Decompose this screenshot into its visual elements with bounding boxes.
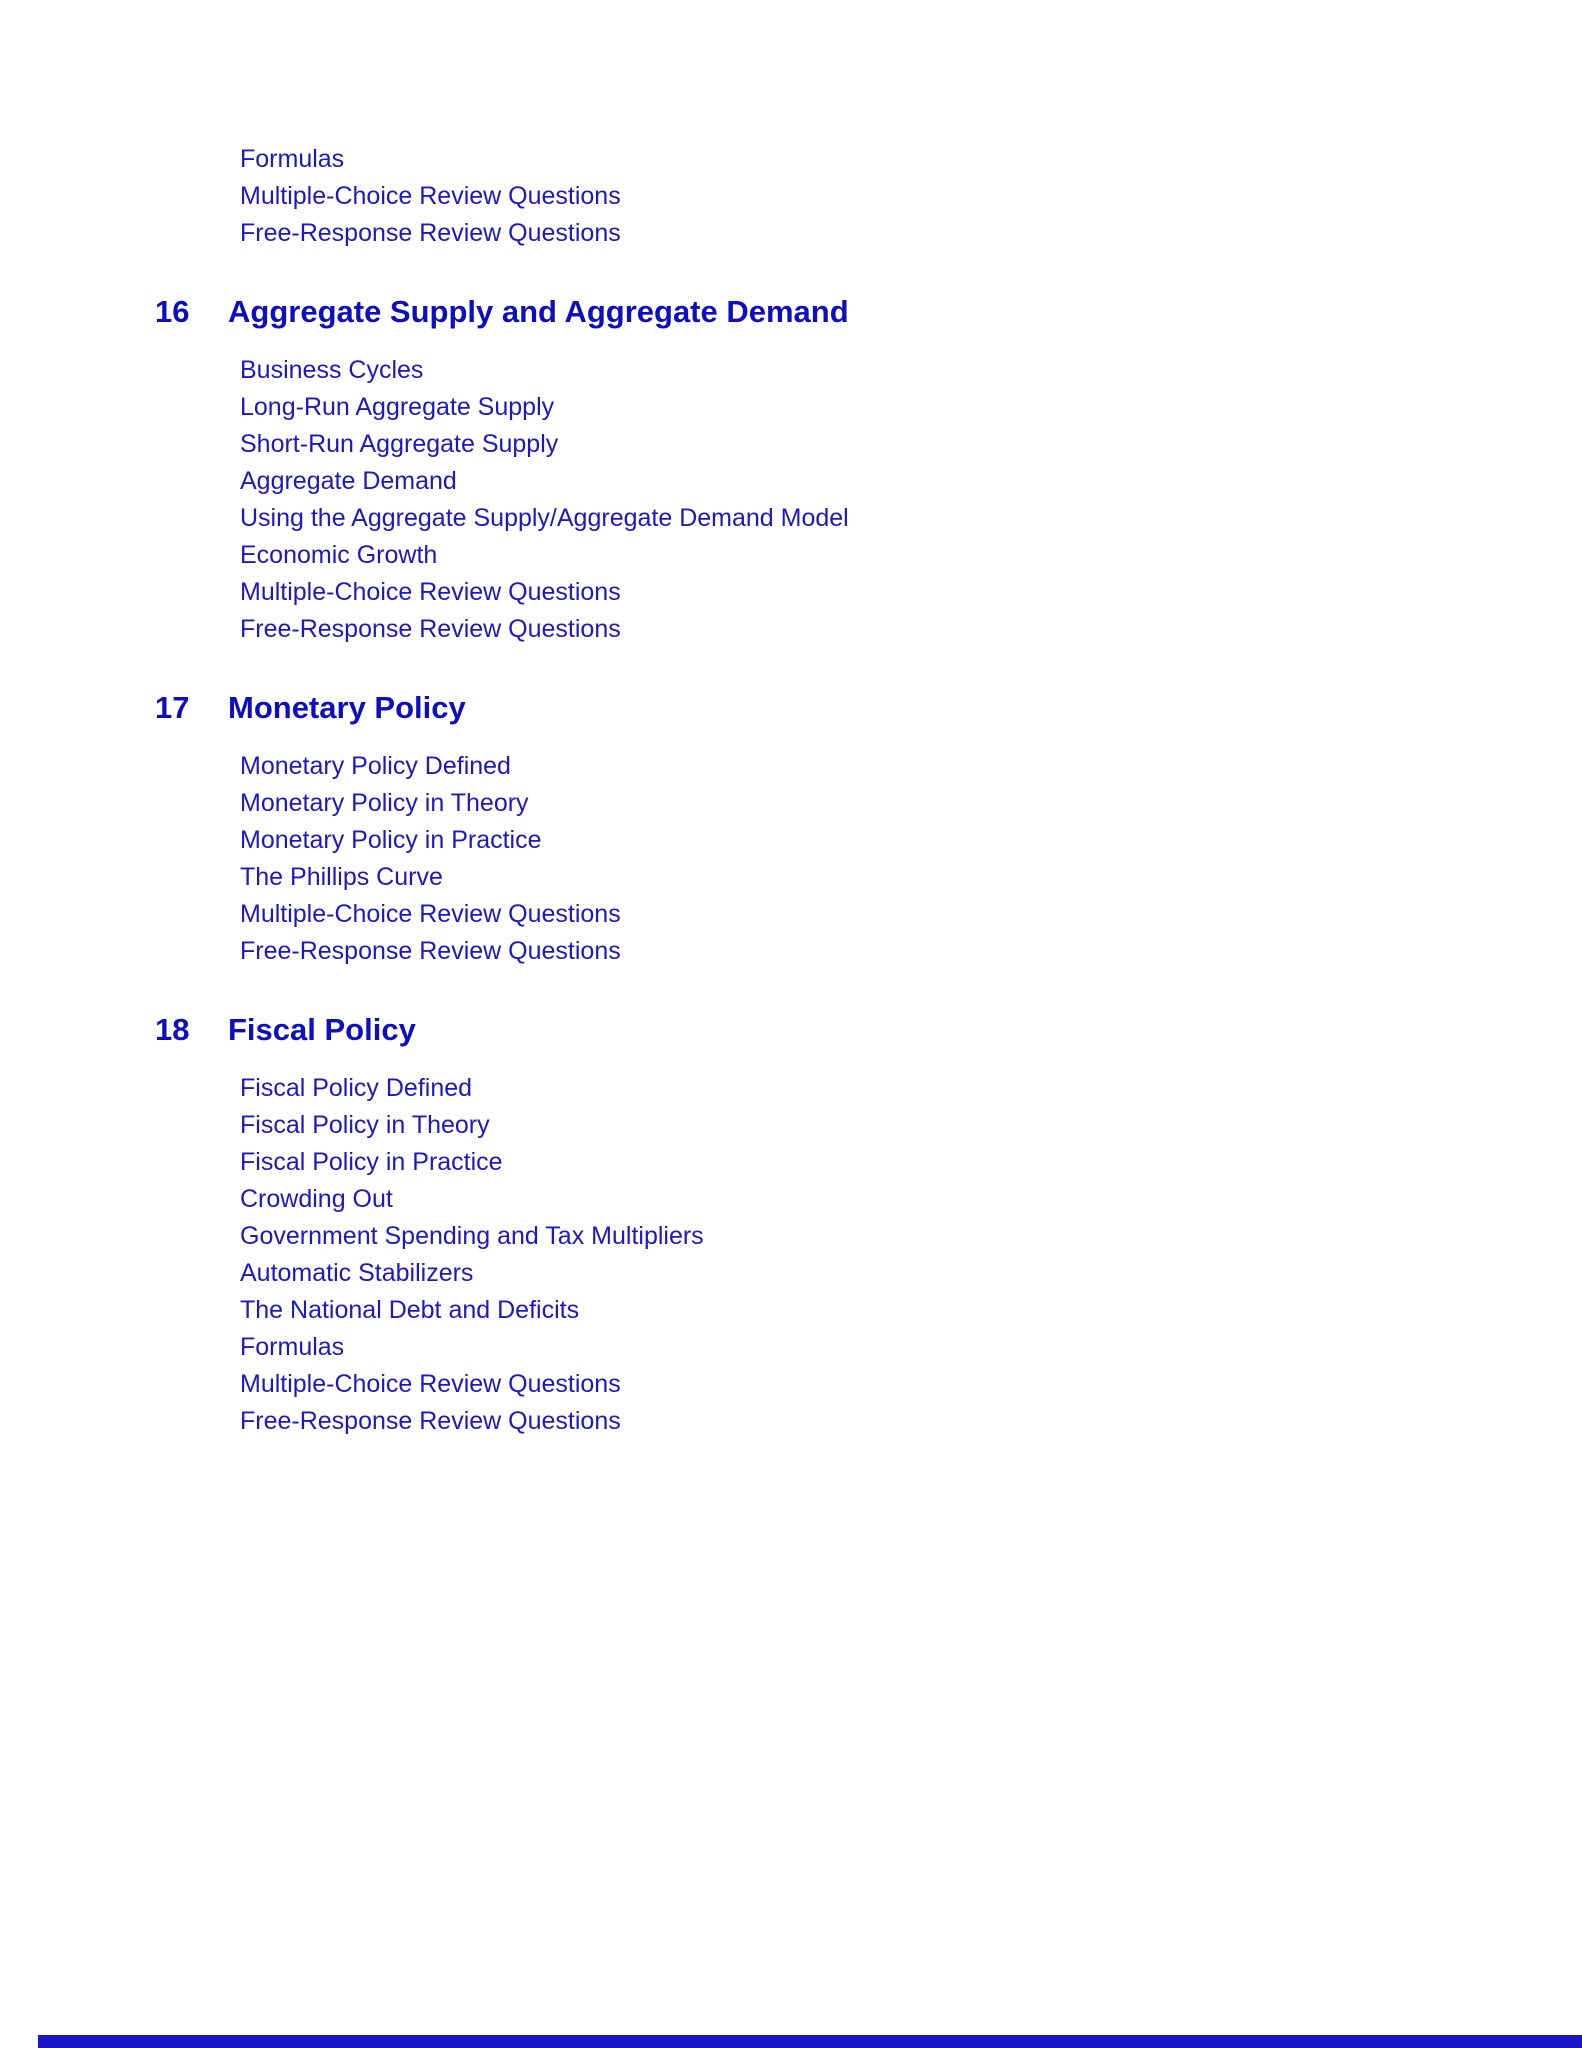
toc-link[interactable]: Formulas: [240, 145, 345, 173]
toc-entry: [240, 1144, 1582, 1181]
toc-link[interactable]: Free-Response Review Questions: [240, 615, 621, 643]
toc-entry: [240, 1181, 1582, 1218]
toc-link[interactable]: Fiscal Policy in Practice: [240, 1148, 503, 1176]
toc-link[interactable]: Using the Aggregate Supply/Aggregate Demand Model: [240, 504, 849, 532]
toc-link[interactable]: Multiple-Choice Review Questions: [240, 1370, 621, 1398]
toc-link[interactable]: Fiscal Policy in Theory: [240, 1111, 490, 1139]
chapter-title: Aggregate Supply and Aggregate Demand: [228, 294, 849, 329]
toc-link[interactable]: Business Cycles: [240, 356, 424, 384]
toc-entry: [240, 1366, 1582, 1403]
toc-link[interactable]: The Phillips Curve: [240, 863, 443, 891]
toc-entry: [240, 537, 1582, 574]
toc-entry: [240, 352, 1582, 389]
chapter-number: 17: [155, 690, 190, 725]
toc-link[interactable]: Monetary Policy Defined: [240, 752, 511, 780]
toc-entry: [240, 1070, 1582, 1107]
chapter-16-items: [0, 352, 1582, 648]
toc-entry: [240, 500, 1582, 537]
toc-link[interactable]: Formulas: [240, 1333, 345, 1361]
toc-link[interactable]: Aggregate Demand: [240, 467, 457, 495]
chapter-number: 18: [155, 1012, 190, 1047]
chapter-17-section: [0, 688, 1582, 970]
toc-link[interactable]: Monetary Policy in Theory: [240, 789, 529, 817]
toc-entry: [240, 141, 1582, 178]
toc-link[interactable]: Automatic Stabilizers: [240, 1259, 474, 1287]
chapter-title: Fiscal Policy: [228, 1012, 416, 1047]
toc-link[interactable]: Fiscal Policy Defined: [240, 1074, 473, 1102]
toc-entry: [240, 1403, 1582, 1440]
toc-entry: [240, 896, 1582, 933]
toc-link[interactable]: Long-Run Aggregate Supply: [240, 393, 555, 421]
toc-link[interactable]: Crowding Out: [240, 1185, 393, 1213]
toc-link[interactable]: Multiple-Choice Review Questions: [240, 578, 621, 606]
toc-entry: [240, 463, 1582, 500]
toc-link[interactable]: Monetary Policy in Practice: [240, 826, 542, 854]
chapter-heading[interactable]: [155, 292, 1582, 332]
page-bottom-bar: [38, 2035, 1582, 2048]
chapter-title: Monetary Policy: [228, 690, 466, 725]
chapter-number: 16: [155, 294, 190, 329]
toc-entry: [240, 1255, 1582, 1292]
chapter-heading[interactable]: [155, 1010, 1582, 1050]
toc-entry: [240, 933, 1582, 970]
chapter-heading[interactable]: [155, 688, 1582, 728]
chapter-18-items: [0, 1070, 1582, 1440]
toc-entry: [240, 215, 1582, 252]
toc-entry: [240, 785, 1582, 822]
toc-leading-items: [0, 141, 1582, 252]
toc-link[interactable]: Economic Growth: [240, 541, 438, 569]
toc-entry: [240, 1107, 1582, 1144]
toc-entry: [240, 426, 1582, 463]
toc-entry: [240, 859, 1582, 896]
toc-entry: [240, 389, 1582, 426]
toc-link[interactable]: Short-Run Aggregate Supply: [240, 430, 559, 458]
toc-entry: [240, 822, 1582, 859]
toc-link[interactable]: Free-Response Review Questions: [240, 219, 621, 247]
toc-entry: [240, 1218, 1582, 1255]
chapter-18-section: [0, 1010, 1582, 1440]
toc-link[interactable]: Free-Response Review Questions: [240, 1407, 621, 1435]
chapter-16-section: [0, 292, 1582, 648]
toc-entry: [240, 1292, 1582, 1329]
toc-entry: [240, 748, 1582, 785]
toc-link[interactable]: The National Debt and Deficits: [240, 1296, 580, 1324]
toc-entry: [240, 1329, 1582, 1366]
toc-entry: [240, 574, 1582, 611]
toc-link[interactable]: Multiple-Choice Review Questions: [240, 900, 621, 928]
toc-entry: [240, 178, 1582, 215]
toc-link[interactable]: Government Spending and Tax Multipliers: [240, 1222, 704, 1250]
toc-link[interactable]: Free-Response Review Questions: [240, 937, 621, 965]
toc-link[interactable]: Multiple-Choice Review Questions: [240, 182, 621, 210]
toc-entry: [240, 611, 1582, 648]
chapter-17-items: [0, 748, 1582, 970]
